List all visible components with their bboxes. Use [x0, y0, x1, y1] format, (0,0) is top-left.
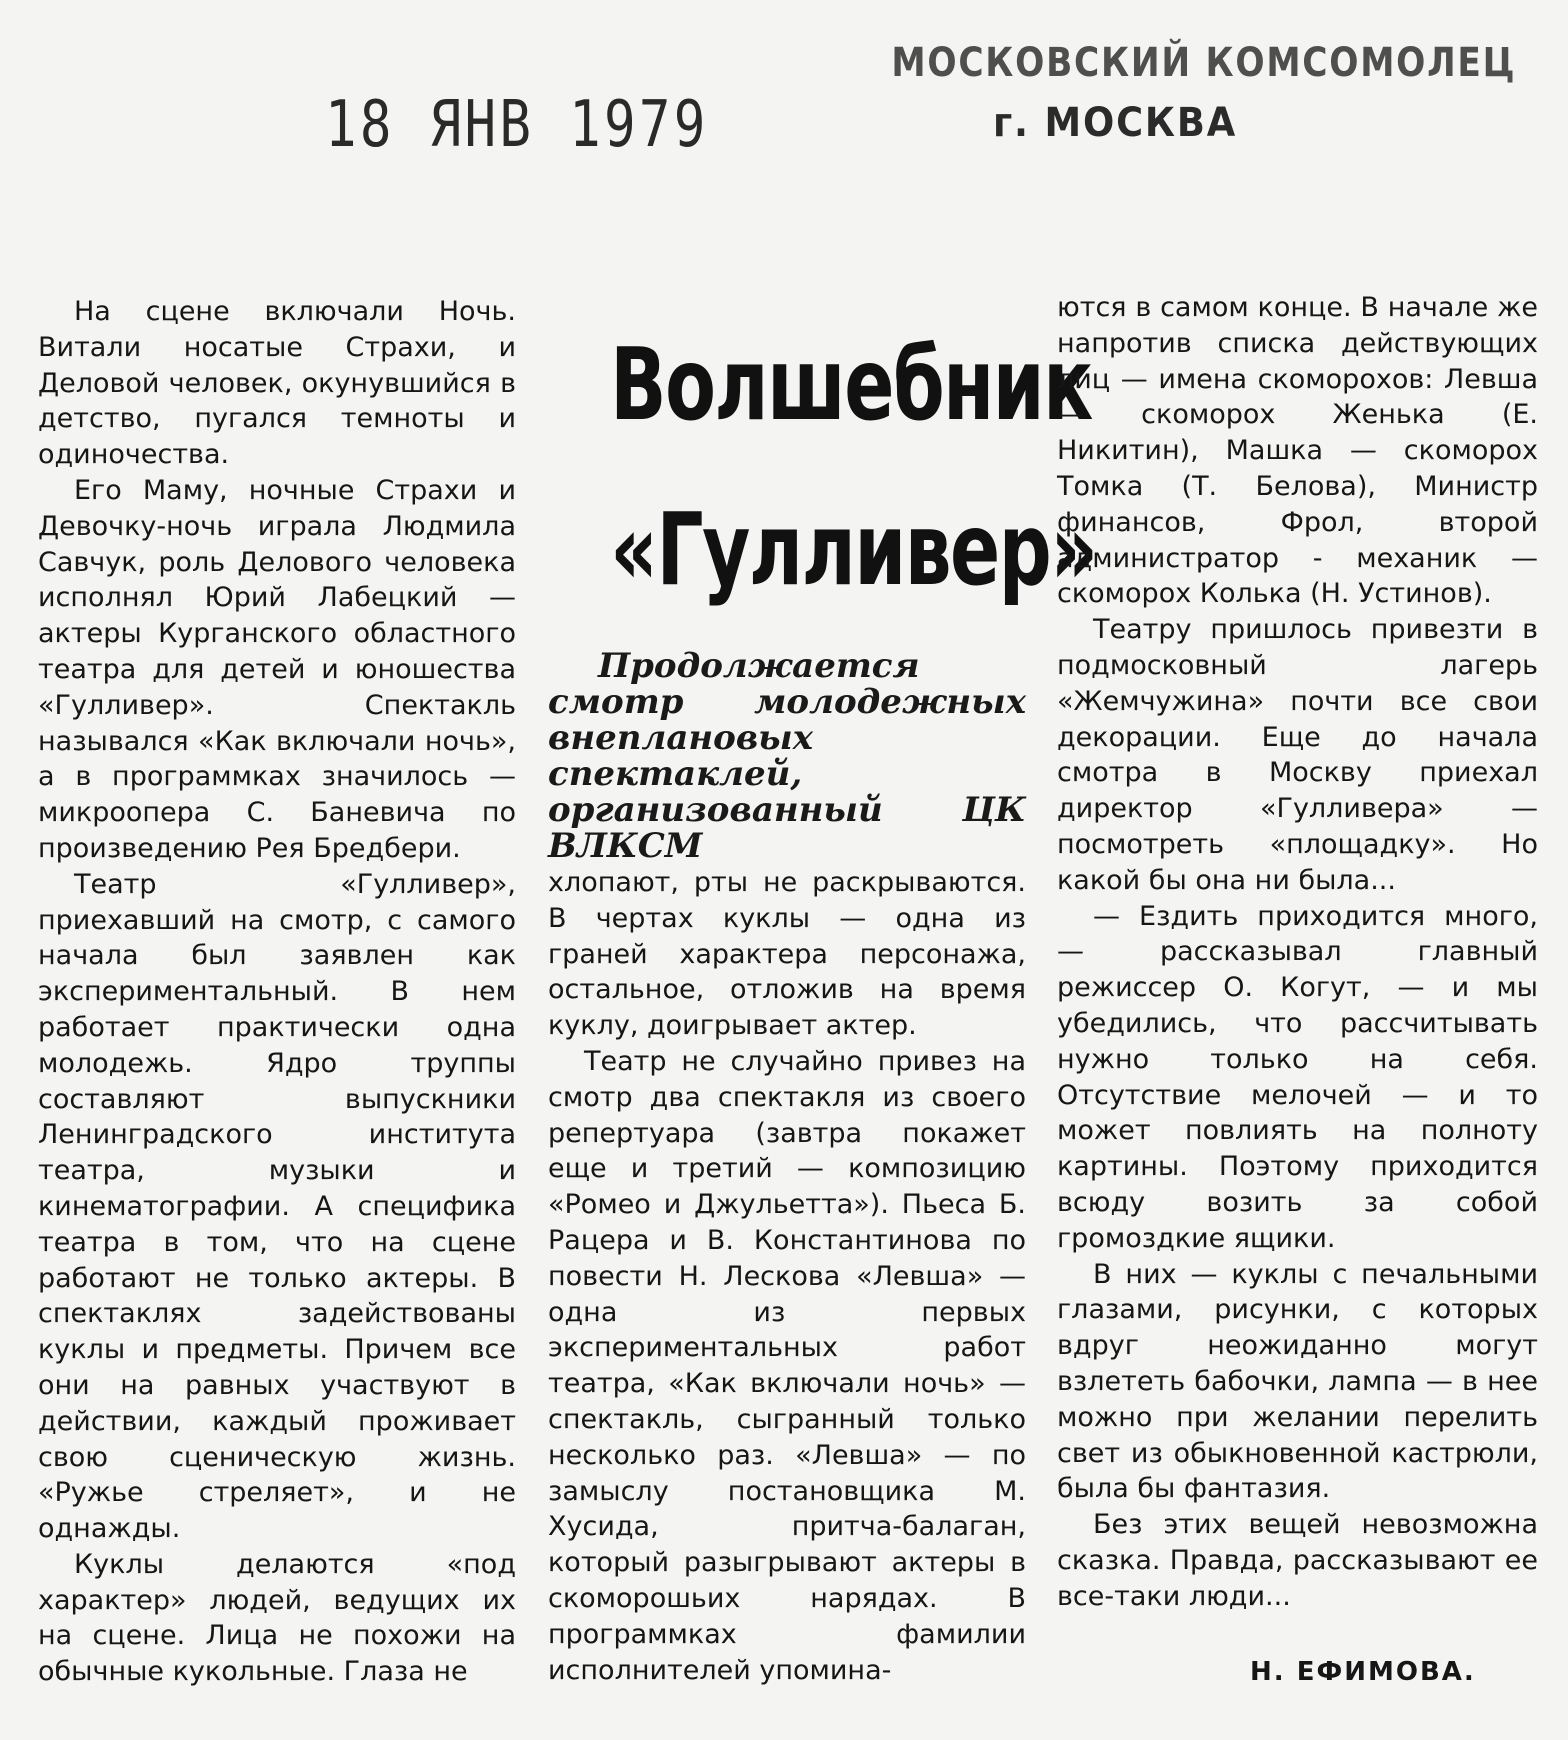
paragraph: Театру пришлось привезти в подмосковный лагерь «Жемчужина» почти все свои декорации. Еще до начала смотра в Москву приехал директор «Гулливера» — посмотреть «площадку». Но какой бы она ни была... [1057, 614, 1538, 896]
headline-line-1: Волшебник [610, 326, 1092, 443]
paragraph: — Ездить приходится много, — рассказывал главный режиссер О. Когут, — и мы убедились, что рассчитывать нужно только на себя. Отсутствие мелочей — и то может повлиять на полноту картины. Поэтому приходится всюду возить за собой громоздкие ящики. [1057, 900, 1538, 1254]
article-column-2 [548, 865, 1026, 1688]
article-lead: Продолжается смотр молодежных внеплановых спектаклей, организованный ЦК ВЛКСМ [548, 646, 1026, 866]
headline-line-2: «Гулливер» [610, 491, 1097, 608]
author-byline: Н. ЕФИМОВА. [1250, 1657, 1476, 1687]
paragraph: Его Маму, ночные Страхи и Девочку-ночь играла Людмила Савчук, роль Делового человека исполнял Юрий Лабецкий — актеры Курганского областного театра для детей и юношества «Гулливер». Спектакль назывался «Как включали ночь», а в программках значилось — микроопера С. Баневича по произведению Рея Бредбери. [38, 474, 516, 864]
paragraph: Театр не случайно привез на смотр два спектакля из своего репертуара (завтра покажет еще и третий — композицию «Ромео и Джульетта»). Пьеса Б. Рацера и В. Константинова по повести Н. Лескова «Левша» — одна из первых экспериментальных работ театра, «Как включали ночь» — спектакль, сыгранный только несколько раз. «Левша» — по замыслу постановщика М. Хусида, притча-балаган, который разыгрывают актеры в скоморошьих нарядах. В программках фамилии исполнителей упомина- [548, 1045, 1026, 1686]
article-column-3 [1057, 290, 1538, 1614]
article-column-1 [38, 294, 516, 1690]
city-stamp: г. МОСКВА [992, 100, 1238, 146]
paragraph: Куклы делаются «под характер» людей, ведущих их на сцене. Лица не похожи на обычные кукольные. Глаза не [38, 1548, 516, 1688]
paragraph: Без этих вещей невозможна сказка. Правда, рассказывают ее все-таки люди... [1057, 1509, 1538, 1612]
source-stamp [855, 40, 1517, 146]
paragraph: В них — куклы с печальными глазами, рисунки, с которых вдруг неожиданно могут взлететь бабочки, лампа — в нее можно при желании перелить свет из обыкновенной кастрюли, была бы фантазия. [1057, 1258, 1538, 1505]
paragraph: хлопают, рты не раскрываются. В чертах куклы — одна из граней характера персонажа, остальное, отложив на время куклу, доигрывает актер. [548, 867, 1026, 1042]
paragraph: Театр «Гулливер», приехавший на смотр, с самого начала был заявлен как экспериментальный. В нем работает практически одна молодежь. Ядро труппы составляют выпускники Ленинградского института театра, музыки и кинематографии. А специфика театра в том, что на сцене работают не только актеры. В спектаклях задействованы куклы и предметы. Причем все они на равных участвуют в действии, каждый проживает свою сценическую жизнь. «Ружье стреляет», и не однажды. [38, 868, 516, 1545]
paragraph: ются в самом конце. В начале же напротив списка действующих лиц — имена скоморохов: Левша — скоморох Женька (Е. Никитин), Машка — скоморох Томка (Т. Белова), Министр финансов, Фрол, второй администратор - механик — скоморох Колька (Н. Устинов). [1057, 292, 1538, 610]
date-stamp: 18 ЯНВ 1979 [325, 88, 709, 162]
paragraph: На сцене включали Ночь. Витали носатые Страхи, и Деловой человек, окунувшийся в детство, пугался темноты и одиночества. [38, 296, 516, 471]
newspaper-name-stamp: МОСКОВСКИЙ КОМСОМОЛЕЦ [891, 40, 1517, 86]
article-headline [548, 302, 1097, 632]
